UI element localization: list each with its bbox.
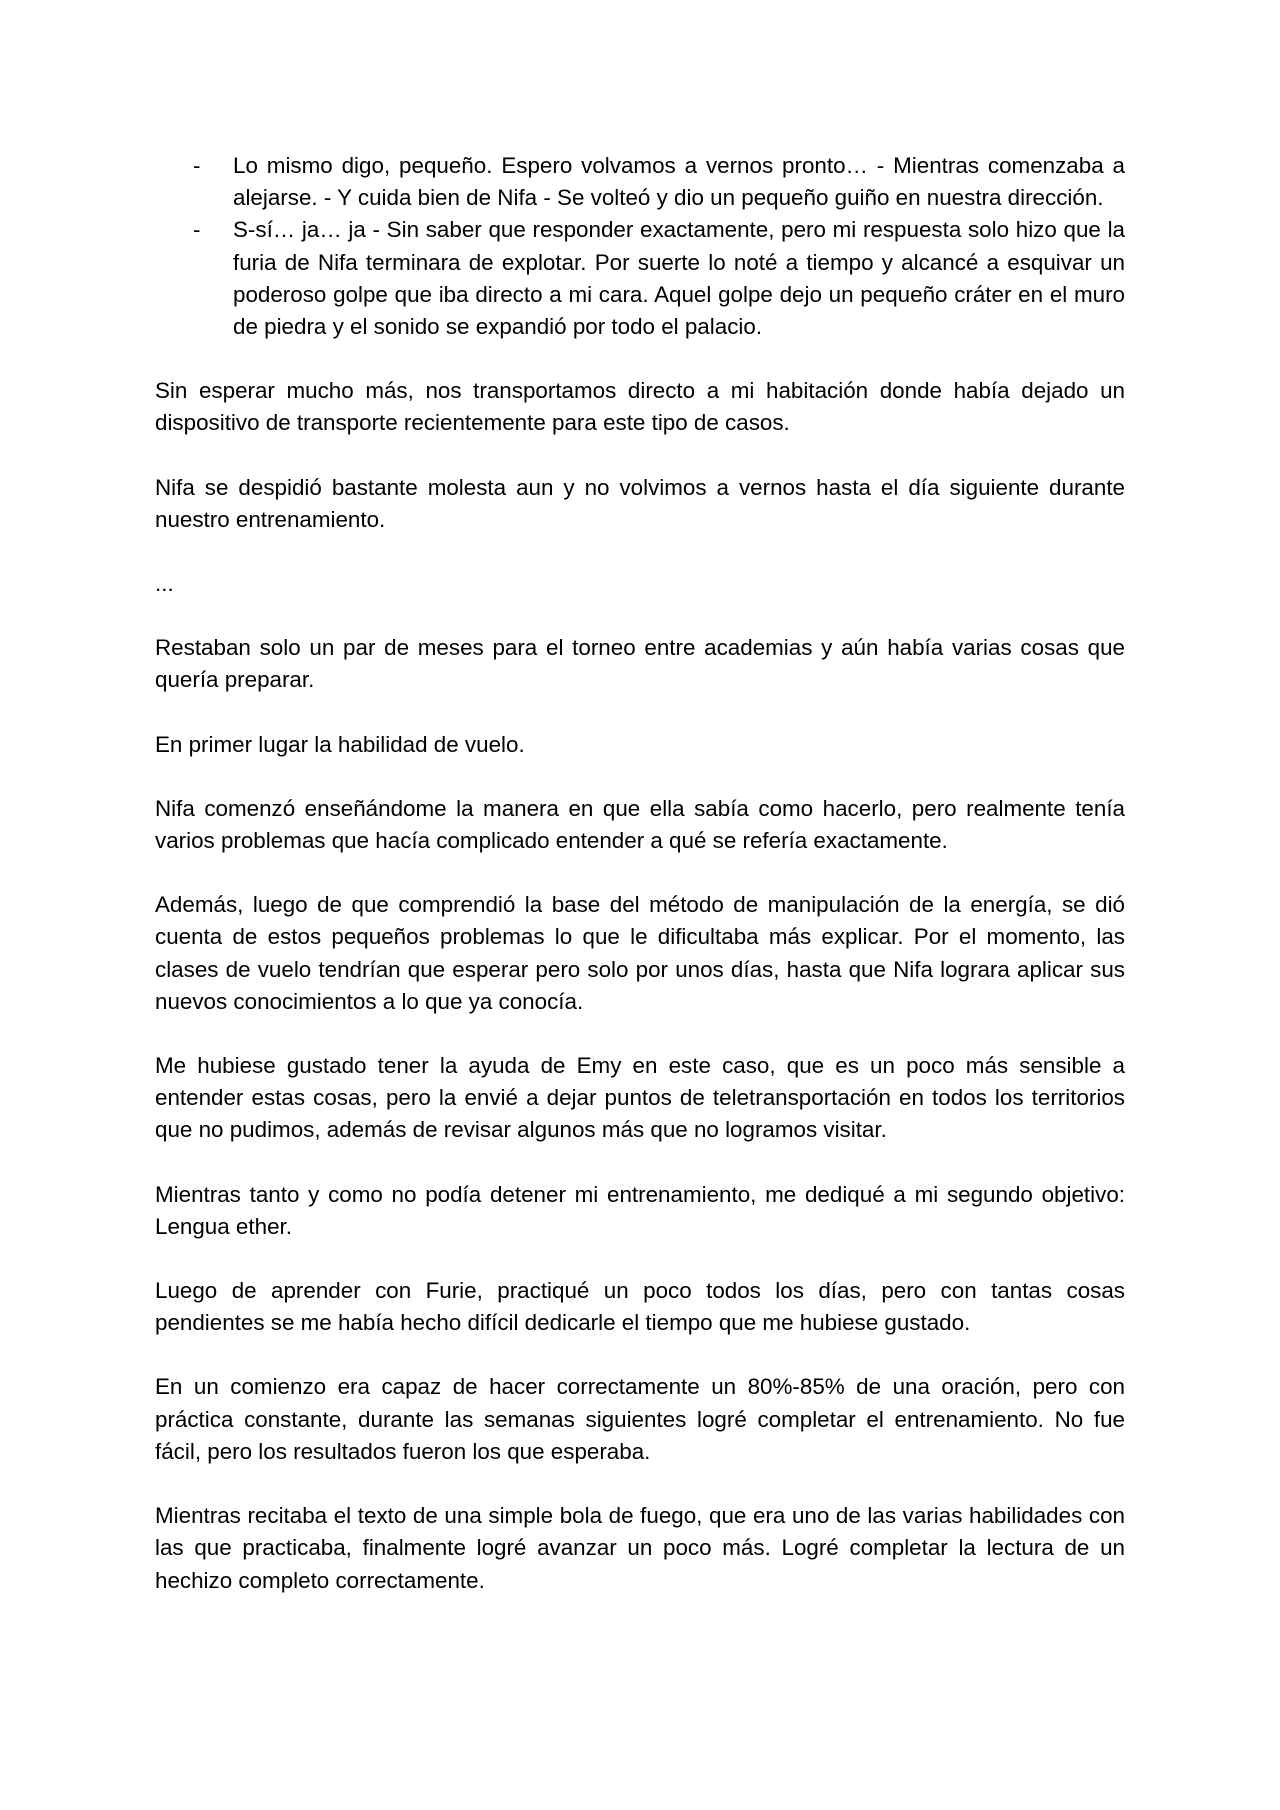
paragraph: Sin esperar mucho más, nos transportamos directo a mi habitación donde había dejado un dispositivo de transporte recientemente para este tipo de casos. (155, 378, 1125, 436)
paragraph: En primer lugar la habilidad de vuelo. (155, 731, 525, 757)
dialog-list (155, 150, 1125, 343)
paragraph: Nifa comenzó enseñándome la manera en que ella sabía como hacerlo, pero realmente tenía varios problemas que hacía complicado entender a qué se refería exactamente. (155, 795, 1125, 854)
dialog-text: S-sí… ja… ja - Sin saber que responder exactamente, pero mi respuesta solo hizo que la furia de Nifa terminara de explotar. Por suerte lo noté a tiempo y alcancé a esquivar un poderoso golpe que iba directo a mi cara. Aquel golpe dejo un pequeño cráter en el muro de piedra y el sonido se expandió por todo el palacio. (233, 217, 1125, 340)
paragraph: Nifa se despidió bastante molesta aun y no volvimos a vernos hasta el día siguiente durante nuestro entrenamiento. (155, 474, 1125, 532)
paragraph: Luego de aprender con Furie, practiqué un poco todos los días, pero con tantas cosas pendientes se me había hecho difícil dedicarle el tiempo que me hubiese gustado. (155, 1278, 1125, 1336)
dialog-item (155, 214, 1125, 343)
dialog-dash: - (193, 153, 201, 178)
paragraph: Mientras recitaba el texto de una simple bola de fuego, que era uno de las varias habilidades con las que practicaba, finalmente logré avanzar un poco más. Logré completar la lectura de un hechizo completo correctamente. (155, 1503, 1125, 1593)
document-page (155, 150, 1125, 1597)
paragraph: Me hubiese gustado tener la ayuda de Emy en este caso, que es un poco más sensible a entender estas cosas, pero la envié a dejar puntos de teletransportación en todos los territorios que no pudimos, además de revisar algunos más que no logramos visitar. (155, 1053, 1125, 1143)
dialog-item (155, 150, 1125, 214)
dialog-dash: - (193, 217, 201, 243)
paragraph: En un comienzo era capaz de hacer correctamente un 80%-85% de una oración, pero con práctica constante, durante las semanas siguientes logré completar el entrenamiento. No fue fácil, pero los resultados fueron los que esperaba. (155, 1374, 1125, 1464)
paragraph: Además, luego de que comprendió la base del método de manipulación de la energía, se dió cuenta de estos pequeños problemas lo que le dificultaba más explicar. Por el momento, las clases de vuelo tendrían que esperar pero solo por unos días, hasta que Nifa lograra aplicar sus nuevos conocimientos a lo que ya conocía. (155, 892, 1125, 1014)
paragraph: Restaban solo un par de meses para el torneo entre academias y aún había varias cosas que quería preparar. (155, 635, 1125, 693)
dialog-text: Lo mismo digo, pequeño. Espero volvamos a vernos pronto… - Mientras comenzaba a alejarse. - Y cuida bien de Nifa - Se volteó y dio un pequeño guiño en nuestra dirección. (233, 153, 1125, 211)
paragraph: Mientras tanto y como no podía detener mi entrenamiento, me dediqué a mi segundo objetivo: Lengua ether. (155, 1181, 1125, 1239)
scene-break: ... (155, 571, 174, 597)
body-text (155, 375, 1125, 1596)
